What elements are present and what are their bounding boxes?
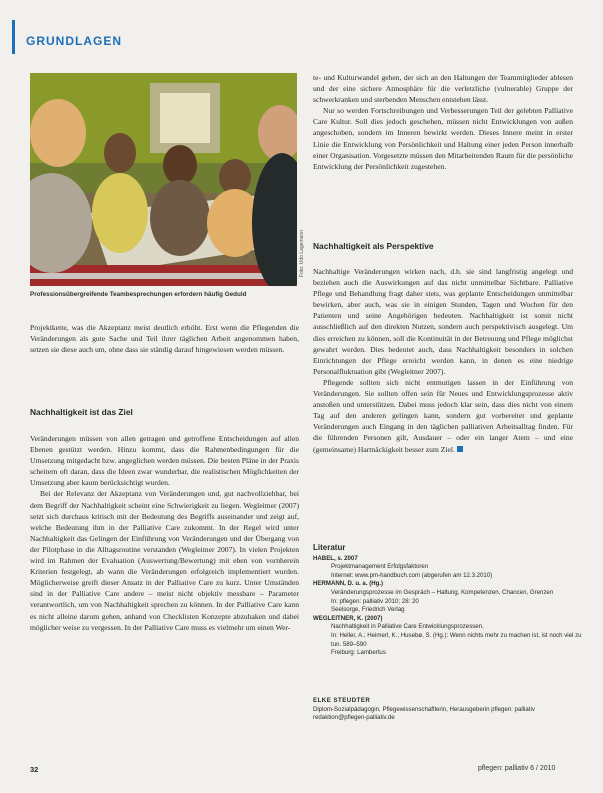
literature-entry xyxy=(313,555,583,581)
reference-author: HERMANN, D. u. a. (Hg.) xyxy=(313,580,384,588)
paragraph-text: Pflegende sollten sich nicht entmutigen lassen in der Einführung von Veränderungen. Sie sollten offen sein für Neues und Entwicklungsprozesse aktiv anstoßen und unterstützen. Dabei muss jedoch klar sein, dass dies nicht von einem Tag auf den anderen gelingen kann, sondern gut vorbereitet und geplante Veränderungen auch Eingang in den täglichen palliativen Arbeitsalltag finden. Für die führenden Personen gilt, Ausdauer – oder ein langer Atem – und eine (gemeinsame) Hartnäckigkeit besser zum Ziel. xyxy=(313,377,573,454)
section-heading: Nachhaltigkeit als Perspektive xyxy=(313,241,434,251)
right-column-top xyxy=(313,72,573,172)
author-info xyxy=(313,697,535,723)
literature-entry xyxy=(313,580,583,614)
literature-title: Literatur xyxy=(313,543,346,552)
reference-line: Nachhaltigkeit in Palliative Care Entwicklungsprozessen. xyxy=(331,623,484,631)
reference-line: Projektmanagement Erfolgsfaktoren xyxy=(331,563,429,571)
author-name: ELKE STEUDTER xyxy=(313,697,371,704)
literature-entry xyxy=(313,615,583,658)
paragraph: Bei der Relevanz der Akzeptanz von Veränderungen und, gut nachvollziehbar, bei dem Begriff der Nachhaltigkeit scheint eine Schwierigkeit zu liegen. Wegleitner (2007) setzt sich durchaus kritisch mit der Bedeutung des Begriffs auseinander und zeigt auf, welche Bedeutung ihm in der Palliative Care zukommt. In der Regel wird unter Nachhaltigkeit das Gelingen der Einführung von Veränderungen und der Übergang von der Pilotphase in die Alltagsroutine verstanden (Wegleitner 2007). In vielen Projekten wird im Rahmen der Evaluation (Auswertung/Bewertung) mit eben von vornherein Kriterien festgelegt, ab wann die Veränderungen erfolgreich implementiert wurden. Möglicherweise greift dieser Ansatz in der Palliative Care zu kurz. Unter Umständen sind in der Palliative Care andere – meist nicht objektiv messbare – Parameter verantwortlich, um von Nachhaltigkeit sprechen zu können. In der Palliative Care kann es nicht alleine darum gehen, anhand von Checklisten Konzepte abzuhaken und dabei möglicher weise zu vergessen. In der Palliative Care muss es vielmehr um einen Wer- xyxy=(30,489,299,632)
reference-line: In: Heller, A.; Heimerl, K.; Husebø, S. (Hg.): Wenn nichts mehr zu machen ist, ist noch viel zu tun. 589–590 xyxy=(331,631,582,648)
reference-line: Internet: www.pm-handbuch.com (abgerufen am 12.3.2010) xyxy=(331,571,493,579)
photo-credit: Foto: Udo Lagemann xyxy=(299,230,305,277)
author-email: redaktion@pflegen-palliativ.de xyxy=(313,714,395,722)
reference-line: Veränderungsprozesse im Gespräch – Haltung, Kompetenzen, Chancen, Grenzen xyxy=(331,588,554,596)
article-end-mark xyxy=(457,446,463,452)
paragraph: te- und Kulturwandel gehen, der sich an den Haltungen der Teammitglieder ablesen und der eine sichere Atmosphäre für die verletzliche (vulnerable) Gruppe der schwerkranken und sterbenden Menschen entstehen lässt. xyxy=(313,73,573,105)
right-column-body xyxy=(313,266,573,455)
reference-line: In: pflegen: palliativ 2010; 28: 20 xyxy=(331,597,419,605)
rubric-accent-bar xyxy=(12,20,15,54)
paragraph: Veränderungen müssen von allen getragen und getroffene Entscheidungen auf allen Ebenen gestützt werden. Hinzu kommt, dass die Rahmenbedingungen für die Umsetzung mitgedacht bzw. angeglichen werden müssen. Die besten Pläne in der Praxis scheitern oft daran, dass die Ideen zwar wunderbar, die realistischen Möglichkeiten der Umsetzung aber kaum berücksichtigt wurden. xyxy=(30,434,299,488)
section-heading: Nachhaltigkeit ist das Ziel xyxy=(30,407,133,417)
reference-line: Freiburg: Lambertus xyxy=(331,649,386,657)
photo-illustration xyxy=(30,73,297,286)
team-meeting-photo xyxy=(30,73,297,286)
journal-footer: pflegen: palliativ 6 / 2010 xyxy=(478,765,556,772)
paragraph: Projektkette, was die Akzeptanz meist deutlich erhöht. Erst wenn die Pflegenden die Veränderungen als gute Sache und Teil ihrer täglichen Arbeit angenommen haben, setzen sie diese auch um, ohne dass sie ständig darauf hingewiesen werden müssen. xyxy=(30,323,299,355)
page-number: 32 xyxy=(30,765,39,774)
paragraph xyxy=(313,377,573,455)
reference-author: HABEL, s. 2007 xyxy=(313,554,358,562)
photo-caption: Professionsübergreifende Teambesprechungen erfordern häufig Geduld xyxy=(30,291,247,298)
literature-list xyxy=(313,544,583,658)
reference-line: Seelsorge, Friedrich Verlag xyxy=(331,606,405,614)
reference-author: WEGLEITNER, K. (2007) xyxy=(313,614,383,622)
paragraph: Nur so werden Fortschreibungen und Verbesserungen Teil der gelebten Palliative Care Kultur. Soll dies jedoch geschehen, müssen nicht Entwicklungen von außen angeschoben, sondern im Inneren bewirkt werden. Dieses Innere meint in erster Linie die Entwicklung von Persönlichkeit und Haltung einer jeden Person innerhalb einer Organisation. Vorgesetzte müssen den Mitarbeitenden Raum für die persönliche Entwicklung der Persönlichkeit zugestehen. xyxy=(313,106,573,171)
section-rubric: GRUNDLAGEN xyxy=(26,34,122,48)
paragraph: Nachhaltige Veränderungen wirken nach, d.h. sie sind langfristig angelegt und beziehen auch die Auswirkungen auf das nicht unmittelbar Sichtbare. Palliative Pflege und Behandlung fragt daher stets, was geplante Entscheidungen unmittelbar bewirken, aber auch, was sie in einigen Stunden, Tagen und Wochen für den Patienten und seine Angehörigen bedeuten. Nachhaltigkeit ist somit nicht ausschließlich auf den direkten Nutzen, sondern auch perspektivisch ausgelegt. Um dies erreichen zu können, soll die Kontinuität in der Betreuung und Pflege möglichst gewahrt werden. Dies bedeutet auch, dass Nachhaltigkeit besonders in solchen Einrichtungen der Pflege erreicht werden kann, in denen es eine niedrige Personalfluktuation gibt (Wegleitner 2007). xyxy=(313,267,573,376)
left-column-body xyxy=(30,433,299,633)
author-description: Diplom-Sozialpädagogin, Pflegewissenschaftlerin, Herausgeberin pflegen: palliativ xyxy=(313,705,535,713)
left-column-intro xyxy=(30,322,299,355)
